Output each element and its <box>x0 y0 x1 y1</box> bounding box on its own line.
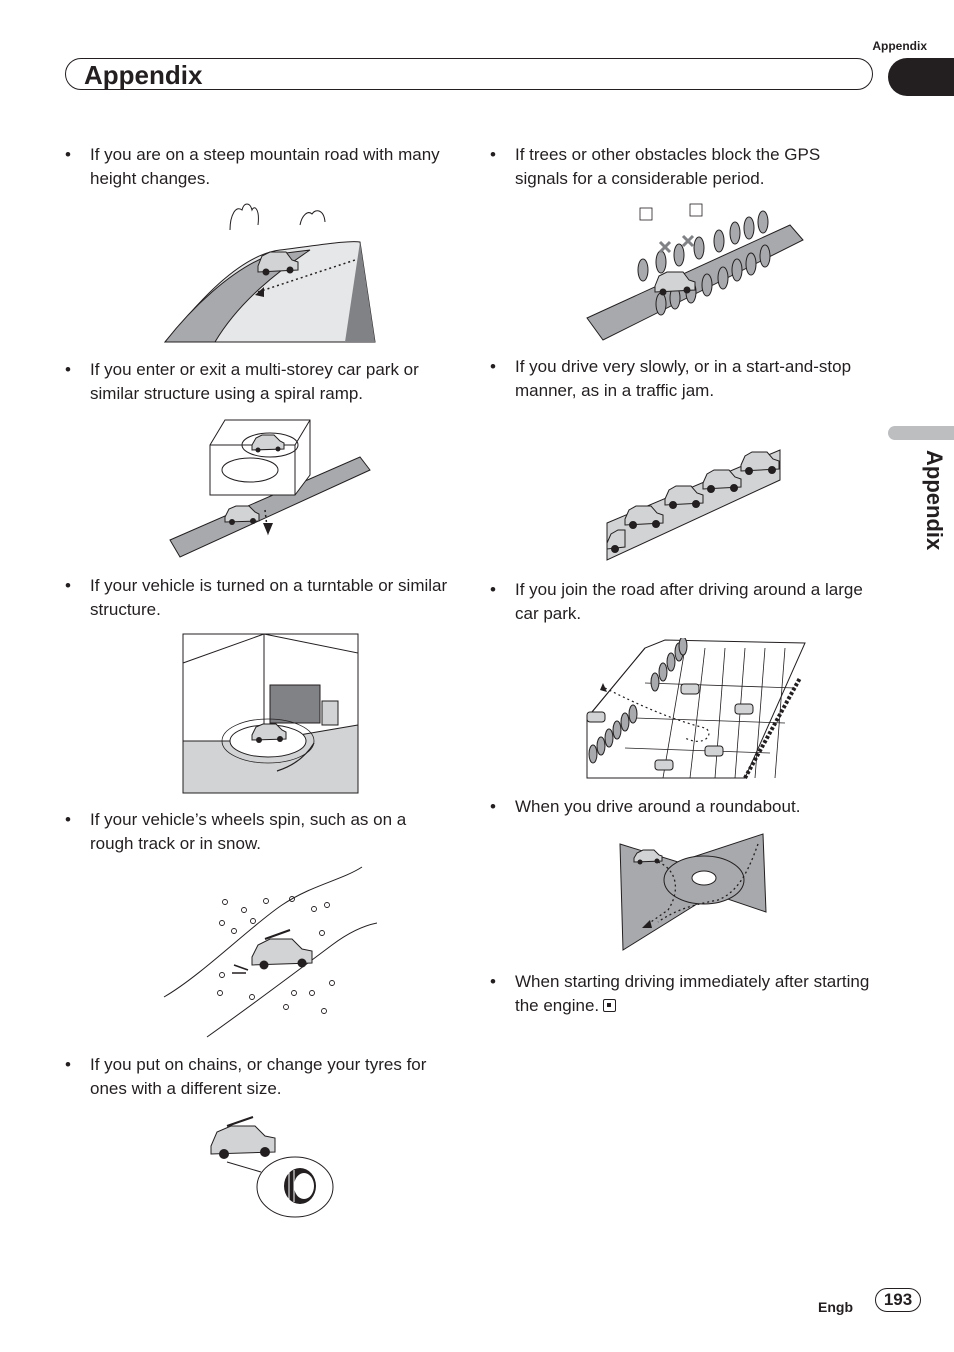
bullet: • <box>490 357 496 376</box>
roundabout-illustration <box>618 832 768 954</box>
item-text: When starting driving immediately after starting the engine. <box>515 972 870 1015</box>
header-tab-block <box>888 58 954 96</box>
car-park-illustration <box>585 638 810 783</box>
side-index-tab <box>888 426 954 440</box>
mountain-road-illustration <box>160 200 380 345</box>
item-text: If you join the road after driving around a large car park. <box>515 580 863 623</box>
item-text: If your vehicle’s wheels spin, such as on a rough track or in snow. <box>90 810 407 853</box>
tyre-change-illustration <box>205 1112 335 1222</box>
item-text: If your vehicle is turned on a turntable or similar structure. <box>90 576 448 619</box>
item-text: If you are on a steep mountain road with many height changes. <box>90 145 440 188</box>
bullet: • <box>65 145 71 164</box>
footer-language: Engb <box>818 1299 853 1315</box>
bullet: • <box>490 145 496 164</box>
end-mark-icon <box>603 999 616 1012</box>
bullet: • <box>490 580 496 599</box>
spiral-ramp-illustration <box>165 415 375 560</box>
bullet: • <box>65 576 71 595</box>
item-text: When you drive around a roundabout. <box>515 797 801 816</box>
turntable-illustration <box>182 633 360 795</box>
bullet: • <box>490 972 496 991</box>
item-text: If trees or other obstacles block the GPS signals for a considerable period. <box>515 145 821 188</box>
page-title: Appendix <box>84 60 203 90</box>
item-text: If you put on chains, or change your tyres for ones with a different size. <box>90 1055 427 1098</box>
snow-track-illustration <box>162 865 377 1040</box>
bullet: • <box>65 1055 71 1074</box>
bullet: • <box>65 360 71 379</box>
bullet: • <box>490 797 496 816</box>
side-index-label: Appendix <box>922 450 947 551</box>
section-header-bar <box>65 58 873 90</box>
page-number: 193 <box>875 1288 921 1312</box>
running-header-label: Appendix <box>872 39 927 53</box>
bullet: • <box>65 810 71 829</box>
tree-obstacle-illustration <box>585 200 805 345</box>
traffic-jam-illustration <box>605 445 785 563</box>
item-text: If you enter or exit a multi-storey car park or similar structure using a spiral ramp. <box>90 360 419 403</box>
item-text: If you drive very slowly, or in a start-and-stop manner, as in a traffic jam. <box>515 357 852 400</box>
